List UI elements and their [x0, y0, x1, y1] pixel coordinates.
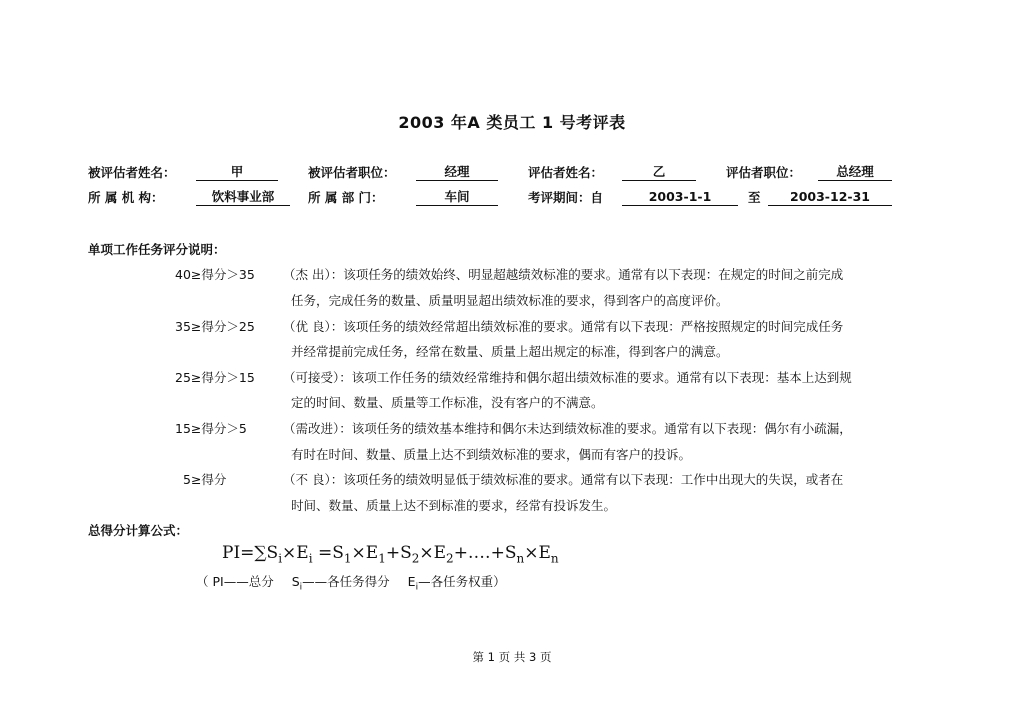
evaluator-name-value: 乙 [622, 163, 696, 181]
scoring-heading: 单项工作任务评分说明： [88, 242, 226, 257]
evaluatee-name-value: 甲 [196, 163, 278, 181]
total-score-formula: $PI=\sum S_i\times E_i$ $=S_1\times E_1+S_2\times E_2+‥‥+S_n\times E_n$ [222, 543, 559, 566]
page-title: 2003 年A 类员工 1 号考评表 [398, 113, 626, 132]
evaluator-position-label: 评估者职位： [726, 165, 802, 180]
rule-text-line2: 有时在时间、数量、质量上达不到绩效标准的要求，偶而有客户的投诉。 [291, 447, 692, 462]
rule-range: 25≥得分＞15 [175, 370, 255, 385]
org-label: 所 属 机 构： [88, 190, 164, 205]
rule-text-line1: （可接受）：该项工作任务的绩效经常维持和偶尔超出绩效标准的要求。通常有以下表现：基本上达到规 [283, 370, 852, 385]
rule-range: 5≥得分 [183, 472, 227, 487]
rule-range: 15≥得分＞5 [175, 421, 247, 436]
rule-text-line2: 并经常提前完成任务，经常在数量、质量上超出规定的标准，得到客户的满意。 [291, 344, 729, 359]
rule-text-line2: 时间、数量、质量上达不到标准的要求，经常有投诉发生。 [291, 498, 617, 513]
formula-legend: （ PI——总分 $S_i——$各任务得分 $E_i—$各任务权重） [196, 574, 506, 593]
dept-value: 车间 [416, 188, 498, 206]
rule-text-line1: （杰 出）：该项任务的绩效始终、明显超越绩效标准的要求。通常有以下表现：在规定的时间之前完成 [283, 267, 844, 282]
evaluator-name-label: 评估者姓名： [528, 165, 604, 180]
rule-text-line2: 任务，完成任务的数量、质量明显超出绩效标准的要求，得到客户的高度评价。 [291, 293, 729, 308]
rule-text-line1: （不 良）：该项任务的绩效明显低于绩效标准的要求。通常有以下表现：工作中出现大的失误，或者在 [283, 472, 844, 487]
page-number-footer: 第 1 页 共 3 页 [472, 650, 552, 664]
info-row-1 [88, 163, 928, 183]
rule-text-line1: （优 良）：该项任务的绩效经常超出绩效标准的要求。通常有以下表现：严格按照规定的时间完成任务 [283, 319, 844, 334]
org-value: 饮料事业部 [196, 188, 290, 206]
period-label: 考评期间：自 [528, 190, 604, 205]
period-start: 2003-1-1 [622, 188, 738, 206]
evaluatee-name-label: 被评估者姓名： [88, 165, 176, 180]
period-to-label: 至 [748, 190, 761, 205]
period-end: 2003-12-31 [768, 188, 892, 206]
evaluatee-position-value: 经理 [416, 163, 498, 181]
formula-heading: 总得分计算公式： [88, 523, 189, 538]
evaluatee-position-label: 被评估者职位： [308, 165, 396, 180]
rule-range: 40≥得分＞35 [175, 267, 255, 282]
rule-text-line2: 定的时间、数量、质量等工作标准，没有客户的不满意。 [291, 395, 604, 410]
evaluator-position-value: 总经理 [818, 163, 892, 181]
rule-range: 35≥得分＞25 [175, 319, 255, 334]
info-row-2 [88, 188, 928, 208]
rule-text-line1: （需改进）：该项任务的绩效基本维持和偶尔未达到绩效标准的要求。通常有以下表现：偶尔有小疏漏， [283, 421, 852, 436]
dept-label: 所 属 部 门： [308, 190, 384, 205]
